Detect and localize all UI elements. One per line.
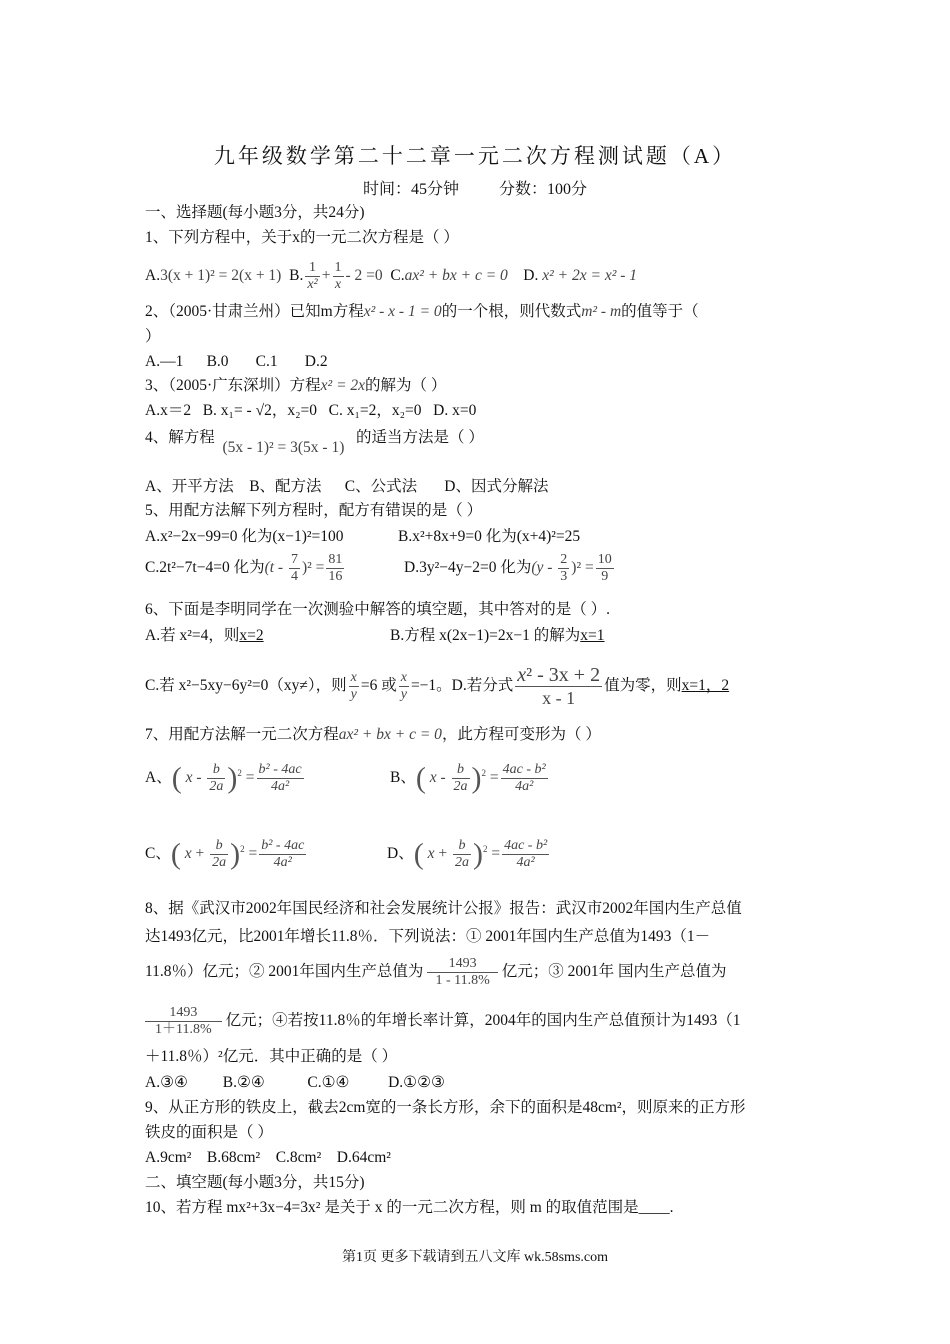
question-8-options: A.③④ B.②④ C.①④ D.①②③: [145, 1074, 445, 1091]
question-2-mid: 的一个根，则代数式: [441, 303, 582, 320]
question-7-option-d: D、( x + $\frac{b}{2a}$ )$^2$ = $\frac{\text{4ac - b²}}{\text{4a²}}$: [387, 837, 548, 871]
page-footer: 第1页 更多下载请到五八文库 wk.58sms.com: [342, 1250, 608, 1265]
option-c-label: C、: [145, 845, 171, 863]
question-7-equation: ax² + bx + c = 0: [338, 726, 442, 743]
line-3-end: 亿元；③ 2001年 国内生产总值为: [501, 963, 727, 981]
question-7-option-a: A、( x - $\frac{b}{2a}$ )$^2$ = $\frac{\text{b² - 4ac}}{\text{4a²}}$: [145, 761, 302, 795]
option-c-text: C.若 x²−5xy−6y²=0（xy≠），则: [145, 677, 347, 695]
option-b-label: B、: [390, 769, 416, 787]
question-7-option-b: B、( x - $\frac{b}{2a}$ )$^2$ = $\frac{\text{4ac - b²}}{\text{4a²}}$: [390, 761, 546, 795]
question-3-end: 的解为（ ）: [365, 377, 447, 394]
section-heading-fill: 二、填空题(每小题3分，共15分): [145, 1174, 365, 1191]
line-3-start: 11.8％）亿元；② 2001年国内生产总值为: [145, 963, 424, 981]
option-d-expr: x² + 2x = x² - 1: [542, 267, 638, 285]
question-4-stem: [145, 428, 484, 456]
question-8-line-4: [145, 1005, 740, 1038]
question-5-stem: 5、用配方法解下列方程时，配方有错误的是（ ）: [145, 502, 483, 519]
option-d-text: D.3y²−4y−2=0 化为: [404, 559, 532, 577]
option-c-expr: ax² + bx + c = 0: [404, 267, 508, 285]
question-9-line-2: 铁皮的面积是（ ）: [145, 1124, 273, 1141]
question-6-option-b: [390, 626, 605, 646]
question-9-options: A.9cm² B.68cm² C.8cm² D.64cm²: [145, 1149, 391, 1166]
question-4-text: 4、解方程: [145, 429, 215, 446]
option-d: D. x=0: [433, 402, 477, 419]
option-a-text: A.若 x²=4，则: [145, 627, 240, 644]
option-c: C. x₁=2，x₂=0: [328, 402, 422, 419]
option-a-label: A、: [145, 769, 172, 787]
option-d-label: D.: [523, 267, 539, 285]
option-d-text: 值为零，则: [604, 677, 682, 695]
question-5-option-b: B.x²+8x+9=0 化为(x+4)²=25: [398, 528, 581, 545]
option-d-answer: x=1，2: [681, 677, 730, 695]
option-a-answer: x=2: [239, 627, 264, 644]
question-2-options: A.—1 B.0 C.1 D.2: [145, 353, 328, 370]
question-7-end: ，此方程可变形为（ ）: [441, 726, 601, 743]
question-8-line-5: ＋11.8％）²亿元．其中正确的是（ ）: [145, 1048, 398, 1065]
option-a-label: A.: [145, 267, 161, 285]
option-c-label: C.: [390, 267, 405, 285]
question-4-end: 的适当方法是（ ）: [356, 429, 484, 446]
option-a: A.x＝2: [145, 402, 192, 419]
question-2-text: 2、（2005·甘肃兰州）已知m方程: [145, 303, 364, 320]
question-5-option-d: D.3y²−4y−2=0 化为(y - $\frac{2}{3}$ )² = $\frac{10}{9}$: [404, 552, 612, 584]
question-6-stem: 6、下面是李明同学在一次测验中解答的填空题，其中答对的是（ ）.: [145, 601, 611, 618]
question-1-options: A.3(x + 1)² = 2(x + 1) B. $\frac{1}{\text{x²}}$ + $\frac{1}{x}$ - 2 =0 C.ax² + bx + c = 0 D. x² + 2x = x² - 1: [145, 260, 638, 292]
question-4-options: A、开平方法 B、配方法 C、公式法 D、因式分解法: [145, 478, 549, 495]
option-c-text: C.2t²−7t−4=0 化为: [145, 559, 265, 577]
total-score: 分数：100分: [499, 181, 588, 198]
option-b-answer: x=1: [580, 627, 605, 644]
question-7-option-c: C、( x + $\frac{b}{2a}$ )$^2$ = $\frac{\text{b² - 4ac}}{\text{4a²}}$: [145, 837, 305, 871]
section-heading-choice: 一、选择题(每小题3分，共24分): [145, 204, 365, 221]
question-6-option-a: [145, 626, 264, 646]
question-6-options-cd: C.若 x²−5xy−6y²=0（xy≠），则 $\frac{x}{y}$ =6 或 $\frac{x}{y}$ =−1。D.若分式 $\frac{\text{x² - 3x + 2}}{x - 1}$ 值为零，则x=1，2: [145, 664, 730, 708]
question-8-line-2: 达1493亿元，比2001年增长11.8％．下列说法：① 2001年国内生产总值为1493（1－: [145, 928, 711, 945]
question-2-close: ）: [145, 328, 161, 345]
question-1-stem: 1、下列方程中，关于x的一元二次方程是（ ）: [145, 229, 459, 246]
question-5-option-c: C.2t²−7t−4=0 化为(t - $\frac{7}{4}$ )² = $\frac{81}{16}$: [145, 552, 343, 584]
question-3-equation: x² = 2x: [320, 377, 366, 394]
question-2-equation: x² - x - 1 = 0: [363, 303, 442, 320]
option-b-label: B.: [289, 267, 304, 285]
option-b-text: B.方程 x(2x−1)=2x−1 的解为: [390, 627, 581, 644]
option-c-end: =−1。D.若分式: [410, 677, 514, 695]
question-2-end: 的值等于（: [621, 303, 699, 320]
question-7-text: 7、用配方法解一元二次方程: [145, 726, 339, 743]
question-8-line-1: 8、据《武汉市2002年国民经济和社会发展统计公报》报告：武汉市2002年国内生产总值: [145, 900, 742, 917]
fraction-2-numerator: 1493: [145, 1005, 222, 1022]
time-limit: 时间：45分钟: [362, 181, 459, 198]
question-8-line-3: [145, 956, 727, 989]
question-7-stem: [145, 725, 601, 745]
fraction-2-denominator: 1＋11.8%: [155, 1022, 212, 1037]
option-c-mid: =6 或: [360, 677, 397, 695]
question-3-options: [145, 401, 476, 421]
question-2-stem: [145, 302, 699, 322]
question-3-text: 3、（2005·广东深圳）方程: [145, 377, 321, 394]
question-4-equation: (5x - 1)² = 3(5x - 1): [222, 439, 345, 456]
option-b: B. x₁= - √2，x₂=0: [202, 402, 318, 419]
question-3-stem: [145, 376, 446, 396]
page-title: 九年级数学第二十二章一元二次方程测试题（A）: [213, 144, 737, 168]
option-d-label: D、: [387, 845, 414, 863]
option-a-expr: 3(x + 1)² = 2(x + 1): [160, 267, 282, 285]
question-9-line-1: 9、从正方形的铁皮上，截去2cm宽的一条长方形，余下的面积是48cm²，则原来的正方形: [145, 1099, 746, 1116]
fraction-1-numerator: 1493: [427, 956, 497, 973]
exam-info: [0, 176, 950, 199]
question-5-option-a: A.x²−2x−99=0 化为(x−1)²=100: [145, 528, 344, 545]
fraction-1-denominator: 1 - 11.8%: [435, 973, 490, 988]
question-10-stem: 10、若方程 mx²+3x−4=3x² 是关于 x 的一元二次方程，则 m 的取值范围是____.: [145, 1199, 674, 1216]
question-2-expression: m² - m: [581, 303, 622, 320]
line-4-text: 亿元；④若按11.8％的年增长率计算，2004年的国内生产总值预计为1493（1: [225, 1012, 741, 1030]
